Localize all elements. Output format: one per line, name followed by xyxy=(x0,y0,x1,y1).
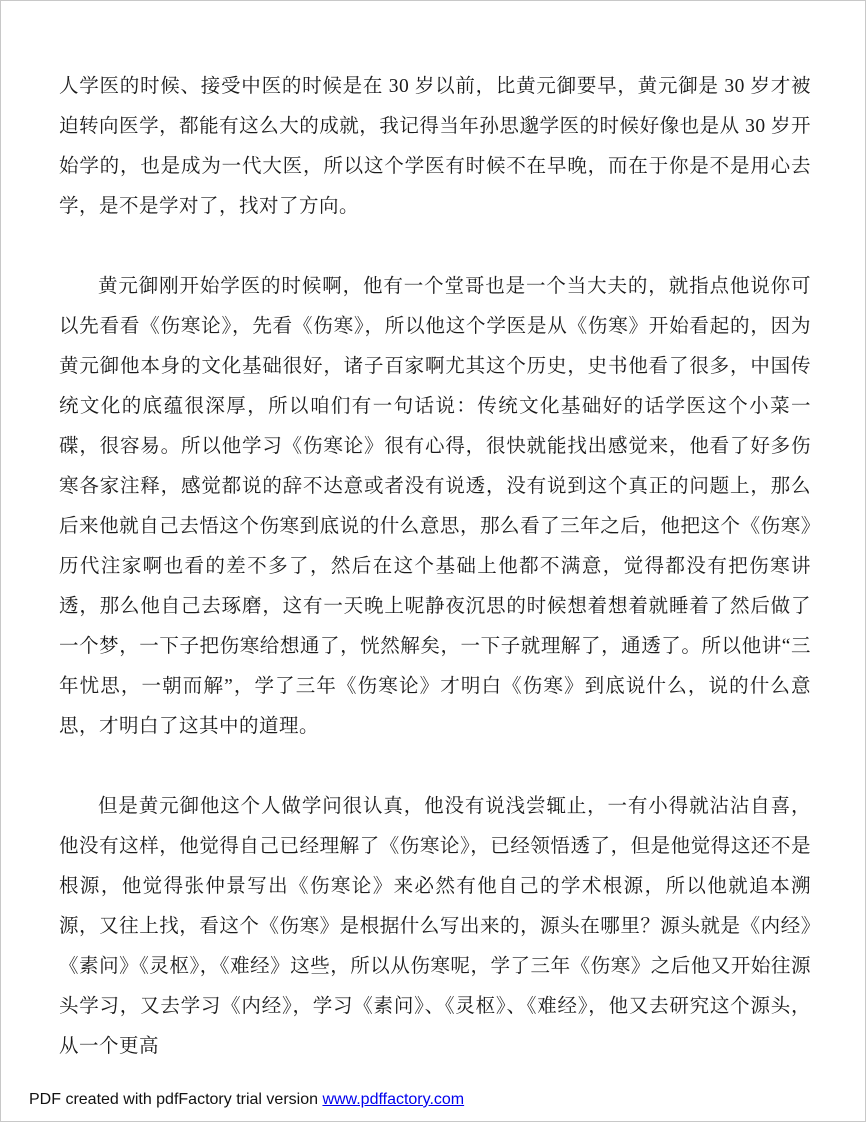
paragraph-3: 但是黄元御他这个人做学问很认真，他没有说浅尝辄止，一有小得就沾沾自喜，他没有这样，他觉得自己已经理解了《伤寒论》，已经领悟透了，但是他觉得这还不是根源，他觉得张仲景写出《伤寒论》来必然有他自己的学术根源，所以他就追本溯源，又往上找，看这个《伤寒》是根据什么写出来的，源头在哪里？源头就是《内经》《素问》《灵枢》，《难经》这些，所以从伤寒呢，学了三年《伤寒》之后他又开始往源头学习，又去学习《内经》，学习《素问》、《灵枢》、《难经》，他又去研究这个源头，从一个更高 xyxy=(59,796,811,1057)
footer-text: PDF created with pdfFactory trial version xyxy=(29,1091,323,1108)
paragraph-1: 人学医的时候、接受中医的时候是在 30 岁以前，比黄元御要早，黄元御是 30 岁才被迫转向医学，都能有这么大的成就，我记得当年孙思邈学医的时候好像也是从 30 岁开始学的，也是成为一代大医，所以这个学医有时候不在早晚，而在于你是不是用心去学，是不是学对了，找对了方向。 xyxy=(59,76,811,217)
pdffactory-link[interactable]: www.pdffactory.com xyxy=(322,1091,465,1108)
page-content xyxy=(59,67,811,1107)
pdffactory-footer xyxy=(29,1091,464,1109)
paragraph-2: 黄元御刚开始学医的时候啊，他有一个堂哥也是一个当大夫的，就指点他说你可以先看看《伤寒论》，先看《伤寒》，所以他这个学医是从《伤寒》开始看起的，因为黄元御他本身的文化基础很好，诸子百家啊尤其这个历史，史书他看了很多，中国传统文化的底蕴很深厚，所以咱们有一句话说：传统文化基础好的话学医这个小菜一碟，很容易。所以他学习《伤寒论》很有心得，很快就能找出感觉来，他看了好多伤寒各家注释，感觉都说的辞不达意或者没有说透，没有说到这个真正的问题上，那么后来他就自己去悟这个伤寒到底说的什么意思，那么看了三年之后，他把这个《伤寒》历代注家啊也看的差不多了，然后在这个基础上他都不满意，觉得都没有把伤寒讲透，那么他自己去琢磨，这有一天晚上呢静夜沉思的时候想着想着就睡着了然后做了一个梦，一下子把伤寒给想通了，恍然解矣，一下子就理解了，通透了。所以他讲“三年忧思，一朝而解”，学了三年《伤寒论》才明白《伤寒》到底说什么，说的什么意思，才明白了这其中的道理。 xyxy=(59,276,811,737)
